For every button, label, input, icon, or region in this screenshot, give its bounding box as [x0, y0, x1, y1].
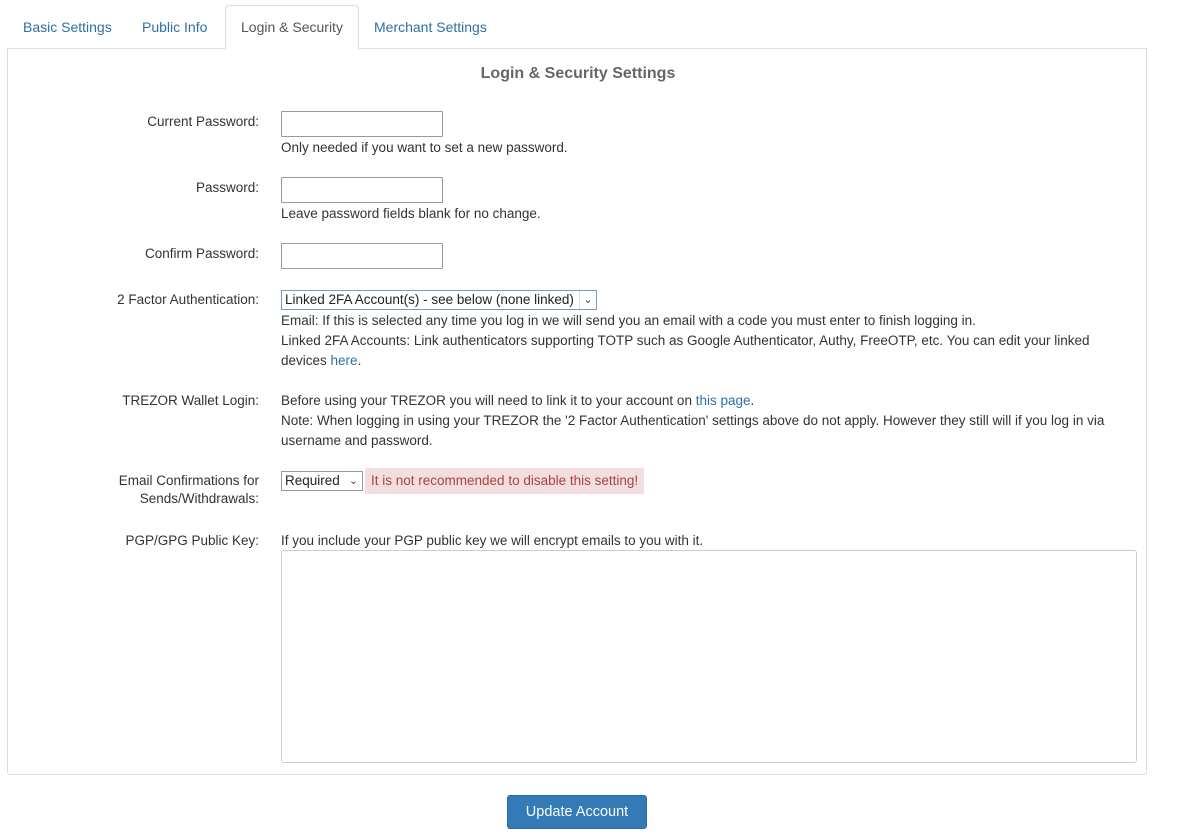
two-factor-help-linked: Linked 2FA Accounts: Link authenticators supporting TOTP such as Google Authenticator, Authy, FreeOTP, etc. You can edit your linked	[281, 333, 1090, 348]
tab-basic-settings[interactable]: Basic Settings	[23, 19, 112, 35]
tab-public-info[interactable]: Public Info	[142, 19, 208, 35]
pgp-key-textarea[interactable]	[281, 550, 1137, 763]
two-factor-help-period: .	[357, 353, 362, 368]
settings-tabs	[7, 5, 1147, 49]
trezor-link[interactable]: this page	[695, 393, 751, 408]
confirm-password-input[interactable]	[281, 243, 443, 269]
chevron-down-icon: ⌄	[348, 475, 359, 487]
two-factor-label: 2 Factor Authentication:	[117, 292, 259, 307]
two-factor-help-email: Email: If this is selected any time you log in we will send you an email with a code you must enter to finish logging in.	[281, 313, 976, 328]
current-password-label: Current Password:	[147, 114, 259, 129]
settings-panel	[7, 48, 1147, 775]
password-label: Password:	[195, 180, 259, 195]
chevron-down-icon: ⌄	[579, 291, 596, 309]
two-factor-help-linked-cont	[281, 353, 361, 368]
trezor-label: TREZOR Wallet Login:	[122, 393, 259, 408]
tab-merchant-settings[interactable]: Merchant Settings	[374, 19, 487, 35]
trezor-help-text: Before using your TREZOR you will need to link it to your account on	[281, 393, 696, 408]
update-account-button[interactable]: Update Account	[507, 795, 647, 829]
current-password-input[interactable]	[281, 111, 443, 137]
two-factor-select[interactable]	[281, 290, 597, 310]
password-input[interactable]	[281, 177, 443, 203]
pgp-label: PGP/GPG Public Key:	[125, 533, 259, 548]
email-confirm-label-line2: Sends/Withdrawals:	[139, 491, 259, 506]
current-password-help: Only needed if you want to set a new password.	[281, 140, 568, 155]
two-factor-help-devices: devices	[281, 353, 331, 368]
email-confirm-warning: It is not recommended to disable this setting!	[365, 468, 644, 494]
two-factor-selected: Linked 2FA Account(s) - see below (none linked)	[285, 292, 574, 307]
trezor-help-line1	[281, 393, 754, 408]
tab-login-security[interactable]: Login & Security	[225, 5, 359, 50]
panel-title: Login & Security Settings	[480, 65, 676, 82]
linked-devices-link[interactable]: here	[330, 353, 358, 368]
email-confirm-label-line1: Email Confirmations for	[118, 473, 259, 488]
trezor-help-line2: Note: When logging in using your TREZOR the '2 Factor Authentication' settings above do not apply. However they still will if you log in via	[281, 413, 1105, 428]
trezor-help-line3: username and password.	[281, 433, 433, 448]
email-confirm-select[interactable]	[281, 471, 363, 491]
trezor-help-period: .	[750, 393, 755, 408]
confirm-password-label: Confirm Password:	[144, 246, 259, 261]
email-confirm-label	[9, 473, 259, 506]
email-confirm-selected: Required	[285, 473, 340, 488]
password-help: Leave password fields blank for no change.	[281, 206, 541, 221]
pgp-help: If you include your PGP public key we will encrypt emails to you with it.	[281, 533, 704, 548]
